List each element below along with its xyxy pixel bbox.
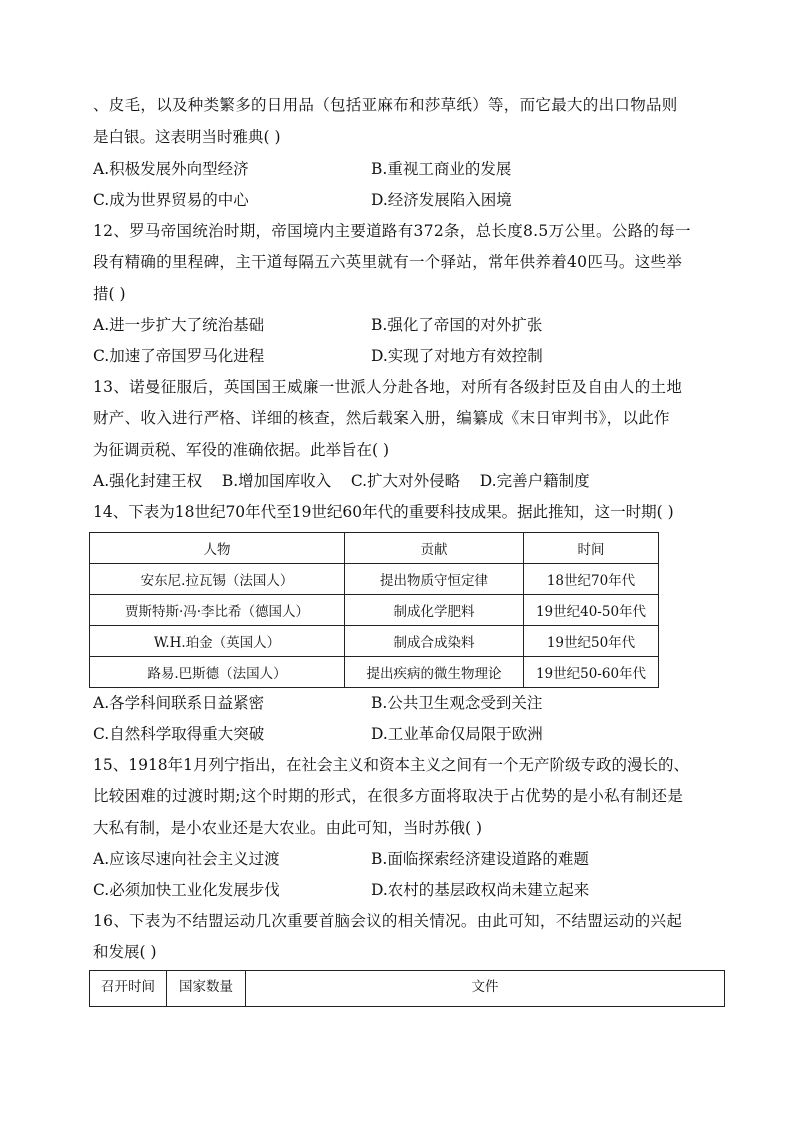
- table-cell-contribution: 提出疾病的微生物理论: [345, 657, 524, 688]
- q11-option-d[interactable]: D.经济发展陷入困境: [371, 191, 512, 209]
- table-cell-contribution: 提出物质守恒定律: [345, 564, 524, 595]
- q15-stem-line2: 比较困难的过渡时期;这个时期的形式，在很多方面将取决于占优势的是小私有制还是: [93, 787, 684, 805]
- q16-stem-line2: 和发展( ): [93, 943, 157, 961]
- table-header-date: 召开时间: [90, 971, 167, 1007]
- q13-stem-line1: 13、诺曼征服后，英国国王威廉一世派人分赴各地，对所有各级封臣及自由人的土地: [93, 378, 683, 396]
- q11-option-c[interactable]: C.成为世界贸易的中心: [93, 191, 249, 209]
- table-cell-time: 18世纪70年代: [524, 564, 659, 595]
- q12-option-b[interactable]: B.强化了帝国的对外扩张: [371, 316, 543, 334]
- table-cell-person: 贾斯特斯·冯·李比希（德国人）: [90, 595, 345, 626]
- q12-option-d[interactable]: D.实现了对地方有效控制: [371, 347, 543, 365]
- table-cell-person: 安东尼.拉瓦锡（法国人）: [90, 564, 345, 595]
- table-header-row: [90, 971, 725, 1007]
- table-row: [90, 626, 659, 657]
- table-cell-time: 19世纪40-50年代: [524, 595, 659, 626]
- q16-stem-line1: 16、下表为不结盟运动几次重要首脑会议的相关情况。由此可知，不结盟运动的兴起: [93, 912, 683, 930]
- table-header-person: 人物: [90, 533, 345, 564]
- q15-option-c[interactable]: C.必须加快工业化发展步伐: [93, 881, 280, 899]
- q14-option-b[interactable]: B.公共卫生观念受到关注: [371, 694, 543, 712]
- q13-stem-line2: 财产、收入进行严格、详细的核查，然后载案入册，编纂成《末日审判书》，以此作: [93, 409, 670, 427]
- q15-option-b[interactable]: B.面临探索经济建设道路的难题: [371, 850, 589, 868]
- table-cell-person: 路易.巴斯德（法国人）: [90, 657, 345, 688]
- q12-stem-line1: 12、罗马帝国统治时期，帝国境内主要道路有372条，总长度8.5万公里。公路的每一: [93, 222, 691, 240]
- table-cell-contribution: 制成合成染料: [345, 626, 524, 657]
- q14-option-d[interactable]: D.工业革命仅局限于欧洲: [371, 725, 543, 743]
- q12-stem-line3: 措( ): [93, 285, 126, 303]
- q12-option-c[interactable]: C.加速了帝国罗马化进程: [93, 347, 265, 365]
- q14-table: [89, 532, 659, 688]
- q14-option-c[interactable]: C.自然科学取得重大突破: [93, 725, 265, 743]
- q11-option-a[interactable]: A.积极发展外向型经济: [93, 160, 249, 178]
- q11-stem-line1: 、皮毛，以及种类繁多的日用品（包括亚麻布和莎草纸）等，而它最大的出口物品则: [93, 96, 678, 114]
- q14-stem: 14、下表为18世纪70年代至19世纪60年代的重要科技成果。据此推知，这一时期( ): [93, 503, 674, 521]
- q14-option-a[interactable]: A.各学科间联系日益紧密: [93, 694, 265, 712]
- table-cell-contribution: 制成化学肥料: [345, 595, 524, 626]
- q16-table: [89, 970, 725, 1007]
- table-cell-time: 19世纪50-60年代: [524, 657, 659, 688]
- table-row: [90, 657, 659, 688]
- q15-option-d[interactable]: D.农村的基层政权尚未建立起来: [371, 881, 590, 899]
- q12-stem-line2: 段有精确的里程碑，主干道每隔五六英里就有一个驿站，常年供养着40匹马。这些举: [93, 253, 683, 271]
- table-header-contribution: 贡献: [345, 533, 524, 564]
- q15-option-a[interactable]: A.应该尽速向社会主义过渡: [93, 850, 280, 868]
- q13-options[interactable]: A.强化封建王权 B.增加国库收入 C.扩大对外侵略 D.完善户籍制度: [93, 472, 590, 490]
- q15-stem-line1: 15、1918年1月列宁指出，在社会主义和资本主义之间有一个无产阶级专政的漫长的、: [93, 756, 690, 774]
- q15-stem-line3: 大私有制，是小农业还是大农业。由此可知，当时苏俄( ): [93, 819, 483, 837]
- q12-option-a[interactable]: A.进一步扩大了统治基础: [93, 316, 265, 334]
- q11-stem-line2: 是白银。这表明当时雅典( ): [93, 128, 281, 146]
- q11-option-b[interactable]: B.重视工商业的发展: [371, 160, 512, 178]
- table-row: [90, 564, 659, 595]
- q13-stem-line3: 为征调贡税、军役的准确依据。此举旨在( ): [93, 441, 390, 459]
- table-cell-time: 19世纪50年代: [524, 626, 659, 657]
- table-header-time: 时间: [524, 533, 659, 564]
- table-cell-person: W.H.珀金（英国人）: [90, 626, 345, 657]
- table-header-row: [90, 533, 659, 564]
- table-header-country-count: 国家数量: [167, 971, 246, 1007]
- table-header-document: 文件: [246, 971, 725, 1007]
- table-row: [90, 595, 659, 626]
